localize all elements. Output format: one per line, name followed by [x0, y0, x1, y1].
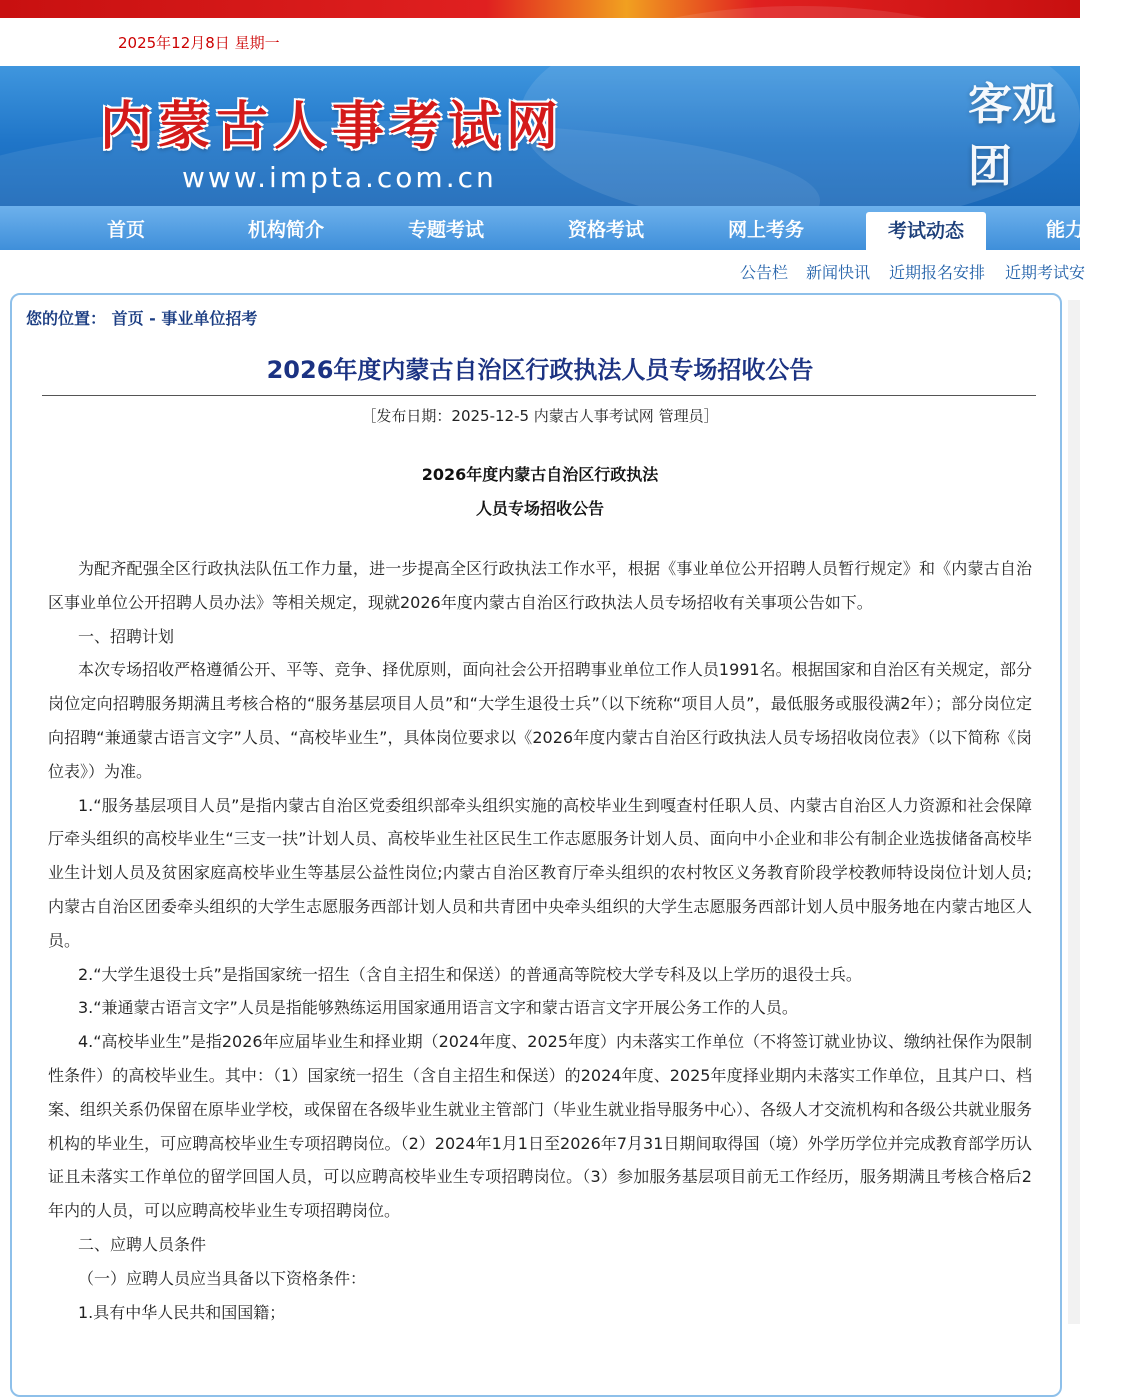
subnav-item-registration-schedule[interactable]: 近期报名安排 [889, 263, 986, 282]
subtitle-line: 2026年度内蒙古自治区行政执法 [421, 465, 659, 484]
paragraph: 1.具有中华人民共和国国籍； [78, 1302, 286, 1322]
banner-slogan: 客观 团 [968, 79, 1056, 192]
title-divider [42, 395, 1036, 396]
subtitle-line: 人员专场招收公告 [475, 499, 604, 518]
paragraph: 2.“大学生退役士兵”是指国家统一招生（含自主招生和保送）的普通高等院校大学专科及以上学历的退役士兵。 [78, 964, 862, 984]
paragraph-intro: 为配齐配强全区行政执法队伍工作力量，进一步提高全区行政执法工作水平，根据《事业单位公开招聘人员暂行规定》和《内蒙古自治区事业单位公开招聘人员办法》等相关规定，现就2026年度内蒙古自治区行政执法人员专场招收有关事项公告如下。 [48, 559, 1032, 612]
article-body [48, 552, 1032, 1329]
breadcrumb-separator: - [143, 309, 162, 328]
site-logo-title[interactable]: 内蒙古人事考试网 [100, 96, 565, 157]
main-nav [0, 206, 1085, 250]
breadcrumb [26, 306, 257, 329]
breadcrumb-category-link[interactable]: 事业单位招考 [161, 309, 258, 328]
article-subtitle [0, 458, 1080, 526]
article-title: 2026年度内蒙古自治区行政执法人员专场招收公告 [266, 356, 814, 384]
nav-item-home[interactable]: 首页 [106, 219, 145, 241]
subnav-item-exam-schedule[interactable]: 近期考试安 [1005, 263, 1086, 282]
nav-item-online-affairs[interactable]: 网上考务 [727, 219, 804, 241]
section-heading: 一、招聘计划 [78, 626, 175, 646]
sub-nav [0, 250, 1086, 290]
publish-info: ［发布日期：2025-12-5 内蒙古人事考试网 管理员］ [361, 407, 719, 425]
nav-item-ability[interactable]: 能力 [1046, 219, 1085, 241]
scrollbar[interactable] [1068, 300, 1080, 1324]
site-url: www.impta.com.cn [182, 161, 497, 194]
subnav-item-news-flash[interactable]: 新闻快讯 [806, 263, 871, 282]
paragraph: 本次专场招收严格遵循公开、平等、竞争、择优原则，面向社会公开招聘事业单位工作人员1991名。根据国家和自治区有关规定，部分岗位定向招聘服务期满且考核合格的“服务基层项目人员”和“大学生退役士兵”（以下统称“项目人员”，最低服务或服役满2年）；部分岗位定向招聘“兼通蒙古语言文字”人员、“高校毕业生”，具体岗位要求以《2026年度内蒙古自治区行政执法人员专场招收岗位表》（以下简称《岗位表》）为准。 [48, 660, 1032, 781]
paragraph: 1.“服务基层项目人员”是指内蒙古自治区党委组织部牵头组织实施的高校毕业生到嘎查村任职人员、内蒙古自治区人力资源和社会保障厅牵头组织的高校毕业生“三支一扶”计划人员、高校毕业生社区民生工作志愿服务计划人员、面向中小企业和非公有制企业选拔储备高校毕业生计划人员及贫困家庭高校毕业生等基层公益性岗位;内蒙古自治区教育厅牵头组织的农村牧区义务教育阶段学校教师特设岗位计划人员;内蒙古自治区团委牵头组织的大学生志愿服务西部计划人员和共青团中央牵头组织的大学生志愿服务西部计划人员中服务地在内蒙古地区人员。 [48, 795, 1032, 950]
breadcrumb-prefix: 您的位置： [26, 309, 107, 328]
breadcrumb-home-link[interactable]: 首页 [111, 309, 144, 328]
site-banner [0, 66, 1080, 206]
current-date: 2025年12月8日 星期一 [118, 34, 280, 52]
nav-item-qualification-exams[interactable]: 资格考试 [567, 219, 644, 241]
nav-item-special-exams[interactable]: 专题考试 [407, 219, 484, 241]
section-heading: 二、应聘人员条件 [78, 1234, 207, 1254]
paragraph: 3.“兼通蒙古语言文字”人员是指能够熟练运用国家通用语言文字和蒙古语言文字开展公务工作的人员。 [78, 998, 798, 1018]
sub-heading: （一）应聘人员应当具备以下资格条件： [78, 1268, 367, 1288]
paragraph: 4.“高校毕业生”是指2026年应届毕业生和择业期（2024年度、2025年度）内未落实工作单位（不将签订就业协议、缴纳社保作为限制性条件）的高校毕业生。其中：（1）国家统一招生（含自主招生和保送）的2024年度、2025年度择业期内未落实工作单位，且其户口、档案、组织关系仍保留在原毕业学校，或保留在各级毕业生就业主管部门（毕业生就业指导服务中心）、各级人才交流机构和各级公共就业服务机构的毕业生，可应聘高校毕业生专项招聘岗位。（2）2024年1月1日至2026年7月31日期间取得国（境）外学历学位并完成教育部学历认证且未落实工作单位的留学回国人员，可以应聘高校毕业生专项招聘岗位。（3）参加服务基层项目前无工作经历，服务期满且考核合格后2年内的人员，可以应聘高校毕业生专项招聘岗位。 [48, 1032, 1033, 1221]
subnav-item-bulletin[interactable]: 公告栏 [740, 263, 789, 282]
nav-item-about[interactable]: 机构简介 [247, 219, 324, 241]
nav-item-exam-news[interactable]: 考试动态 [866, 212, 986, 250]
